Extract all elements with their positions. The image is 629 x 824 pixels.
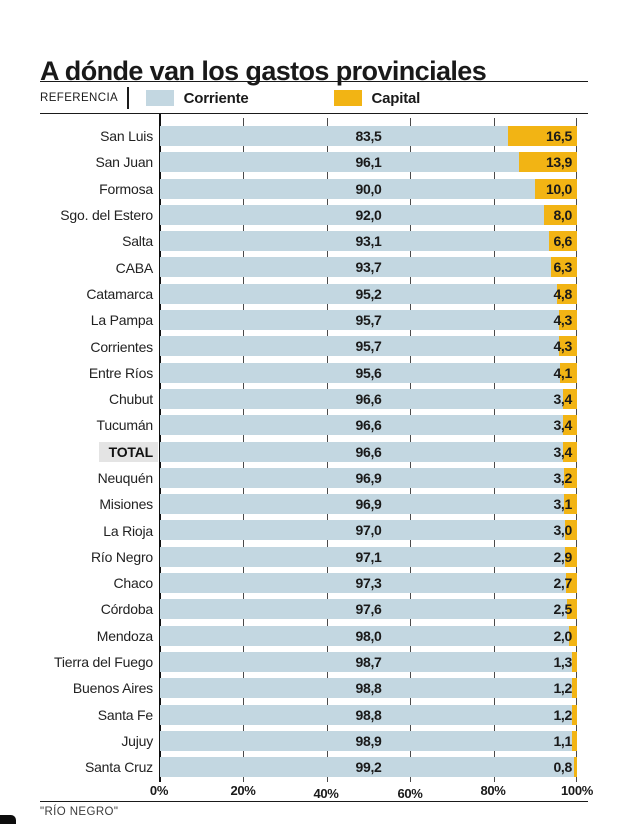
corner-mark xyxy=(0,815,16,824)
corriente-bar xyxy=(160,389,577,409)
corriente-value-label: 96,9 xyxy=(355,496,382,513)
capital-value-label: 3,0 xyxy=(553,522,572,539)
capital-bar xyxy=(572,705,577,725)
capital-value-label: 4,3 xyxy=(553,312,572,329)
chart-row xyxy=(40,386,577,412)
category-label: Tierra del Fuego xyxy=(54,654,153,671)
x-tick-0: 0% xyxy=(149,783,169,798)
category-label: San Juan xyxy=(95,154,153,171)
category-label: Entre Ríos xyxy=(88,364,153,381)
capital-value-label: 1,2 xyxy=(553,706,572,723)
capital-value-label: 2,9 xyxy=(553,548,572,565)
chart-row xyxy=(40,202,577,228)
category-label: Chaco xyxy=(113,575,153,592)
capital-value-label: 2,7 xyxy=(553,575,572,592)
capital-value-label: 3,4 xyxy=(553,417,572,434)
chart-row xyxy=(40,675,577,701)
corriente-value-label: 93,7 xyxy=(355,259,382,276)
x-tick-20: 20% xyxy=(230,783,256,798)
chart-row xyxy=(40,307,577,333)
category-label: Corrientes xyxy=(90,338,153,355)
corriente-value-label: 93,1 xyxy=(355,233,382,250)
corriente-value-label: 95,7 xyxy=(355,312,382,329)
category-label: Jujuy xyxy=(121,732,153,749)
category-label: Chubut xyxy=(109,391,153,408)
corriente-bar xyxy=(160,363,577,383)
chart-row xyxy=(40,412,577,438)
category-label: Santa Fe xyxy=(97,706,153,723)
legend-bottom-rule xyxy=(40,113,588,114)
chart-row xyxy=(40,570,577,596)
capital-value-label: 3,1 xyxy=(553,496,572,513)
corriente-value-label: 96,6 xyxy=(355,390,382,407)
corriente-bar xyxy=(160,757,577,777)
category-label: Sgo. del Estero xyxy=(60,207,153,224)
corriente-bar xyxy=(160,415,577,435)
corriente-bar xyxy=(160,652,577,672)
capital-value-label: 4,8 xyxy=(553,285,572,302)
corriente-bar xyxy=(160,152,577,172)
corriente-value-label: 96,6 xyxy=(355,417,382,434)
corriente-bar xyxy=(160,468,577,488)
corriente-bar xyxy=(160,231,577,251)
chart-row xyxy=(40,254,577,280)
chart-row xyxy=(40,544,577,570)
category-label: Tucumán xyxy=(96,417,153,434)
x-tick-60: 60% xyxy=(397,786,423,801)
chart-row xyxy=(40,517,577,543)
corriente-bar xyxy=(160,284,577,304)
category-label: Formosa xyxy=(99,180,153,197)
capital-value-label: 3,4 xyxy=(553,390,572,407)
x-tick-100: 100% xyxy=(560,783,594,798)
category-label: Río Negro xyxy=(90,548,153,565)
corriente-bar xyxy=(160,179,577,199)
capital-value-label: 1,2 xyxy=(553,680,572,697)
corriente-value-label: 98,0 xyxy=(355,627,382,644)
corriente-value-label: 97,6 xyxy=(355,601,382,618)
corriente-value-label: 95,7 xyxy=(355,338,382,355)
capital-value-label: 10,0 xyxy=(545,180,572,197)
corriente-bar xyxy=(160,547,577,567)
capital-value-label: 3,4 xyxy=(553,443,572,460)
corriente-bar xyxy=(160,705,577,725)
capital-value-label: 6,6 xyxy=(553,233,572,250)
chart-row xyxy=(40,702,577,728)
bar-chart xyxy=(40,123,577,780)
capital-bar xyxy=(574,757,577,777)
corriente-value-label: 95,6 xyxy=(355,364,382,381)
category-label: Catamarca xyxy=(86,285,153,302)
chart-row xyxy=(40,728,577,754)
category-label: Salta xyxy=(122,233,153,250)
corriente-bar xyxy=(160,257,577,277)
x-tick-40: 40% xyxy=(313,786,339,801)
corriente-value-label: 97,1 xyxy=(355,548,382,565)
corriente-value-label: 98,7 xyxy=(355,653,382,670)
corriente-value-label: 92,0 xyxy=(355,206,382,223)
corriente-bar xyxy=(160,573,577,593)
legend xyxy=(40,83,588,113)
corriente-value-label: 98,9 xyxy=(355,732,382,749)
capital-value-label: 13,9 xyxy=(545,154,572,171)
category-label: Santa Cruz xyxy=(84,759,153,776)
corriente-value-label: 97,3 xyxy=(355,575,382,592)
category-label: Misiones xyxy=(99,496,153,513)
chart-row xyxy=(40,465,577,491)
capital-value-label: 1,3 xyxy=(553,653,572,670)
corriente-bar xyxy=(160,310,577,330)
corriente-bar xyxy=(160,599,577,619)
category-label: TOTAL xyxy=(99,442,158,462)
corriente-bar xyxy=(160,336,577,356)
corriente-value-label: 96,1 xyxy=(355,154,382,171)
x-tick-80: 80% xyxy=(480,783,506,798)
corriente-value-label: 98,8 xyxy=(355,680,382,697)
category-label: Mendoza xyxy=(96,627,153,644)
capital-value-label: 0,8 xyxy=(553,759,572,776)
corriente-bar xyxy=(160,626,577,646)
corriente-bar xyxy=(160,126,577,146)
capital-value-label: 4,1 xyxy=(553,364,572,381)
corriente-swatch-icon xyxy=(146,90,174,106)
source-credit: "RÍO NEGRO" xyxy=(40,806,119,818)
legend-label-capital: Capital xyxy=(371,89,421,107)
footer-rule xyxy=(40,801,588,802)
corriente-value-label: 97,0 xyxy=(355,522,382,539)
legend-title: REFERENCIA xyxy=(40,92,119,104)
chart-row xyxy=(40,491,577,517)
corriente-bar xyxy=(160,678,577,698)
capital-value-label: 1,1 xyxy=(553,732,572,749)
corriente-value-label: 90,0 xyxy=(355,180,382,197)
x-axis xyxy=(40,783,594,801)
capital-bar xyxy=(572,652,577,672)
corriente-value-label: 95,2 xyxy=(355,285,382,302)
chart-row xyxy=(40,333,577,359)
category-label: La Rioja xyxy=(103,522,153,539)
chart-row xyxy=(40,360,577,386)
chart-row xyxy=(40,123,577,149)
capital-value-label: 8,0 xyxy=(553,206,572,223)
corriente-bar xyxy=(160,494,577,514)
chart-row xyxy=(40,649,577,675)
capital-value-label: 2,5 xyxy=(553,601,572,618)
capital-value-label: 16,5 xyxy=(545,128,572,144)
page-title: A dónde van los gastos provinciales xyxy=(40,56,487,87)
capital-swatch-icon xyxy=(334,90,362,106)
capital-bar xyxy=(572,731,577,751)
category-label: CABA xyxy=(115,259,153,276)
legend-top-rule xyxy=(40,81,588,82)
category-label: Neuquén xyxy=(97,470,153,486)
corriente-value-label: 99,2 xyxy=(355,759,382,776)
chart-row xyxy=(40,754,577,780)
chart-row xyxy=(40,281,577,307)
chart-row xyxy=(40,176,577,202)
capital-value-label: 6,3 xyxy=(553,259,572,276)
chart-row xyxy=(40,623,577,649)
corriente-value-label: 96,9 xyxy=(355,469,382,486)
legend-label-corriente: Corriente xyxy=(183,89,249,107)
chart-row xyxy=(40,596,577,622)
chart-row xyxy=(40,228,577,254)
category-label: San Luis xyxy=(100,128,153,145)
legend-divider xyxy=(127,87,129,109)
corriente-value-label: 83,5 xyxy=(355,128,382,144)
capital-value-label: 4,3 xyxy=(553,338,572,355)
corriente-value-label: 96,6 xyxy=(355,443,382,460)
capital-value-label: 3,2 xyxy=(553,469,572,486)
capital-value-label: 2,0 xyxy=(553,627,572,644)
corriente-bar xyxy=(160,731,577,751)
corriente-bar xyxy=(160,442,577,462)
chart-row xyxy=(40,439,577,465)
category-label: La Pampa xyxy=(90,312,153,329)
corriente-bar xyxy=(160,205,577,225)
corriente-bar xyxy=(160,520,577,540)
category-label: Córdoba xyxy=(100,601,153,618)
category-label: Buenos Aires xyxy=(72,680,153,697)
capital-bar xyxy=(572,678,577,698)
chart-row xyxy=(40,149,577,175)
corriente-value-label: 98,8 xyxy=(355,706,382,723)
